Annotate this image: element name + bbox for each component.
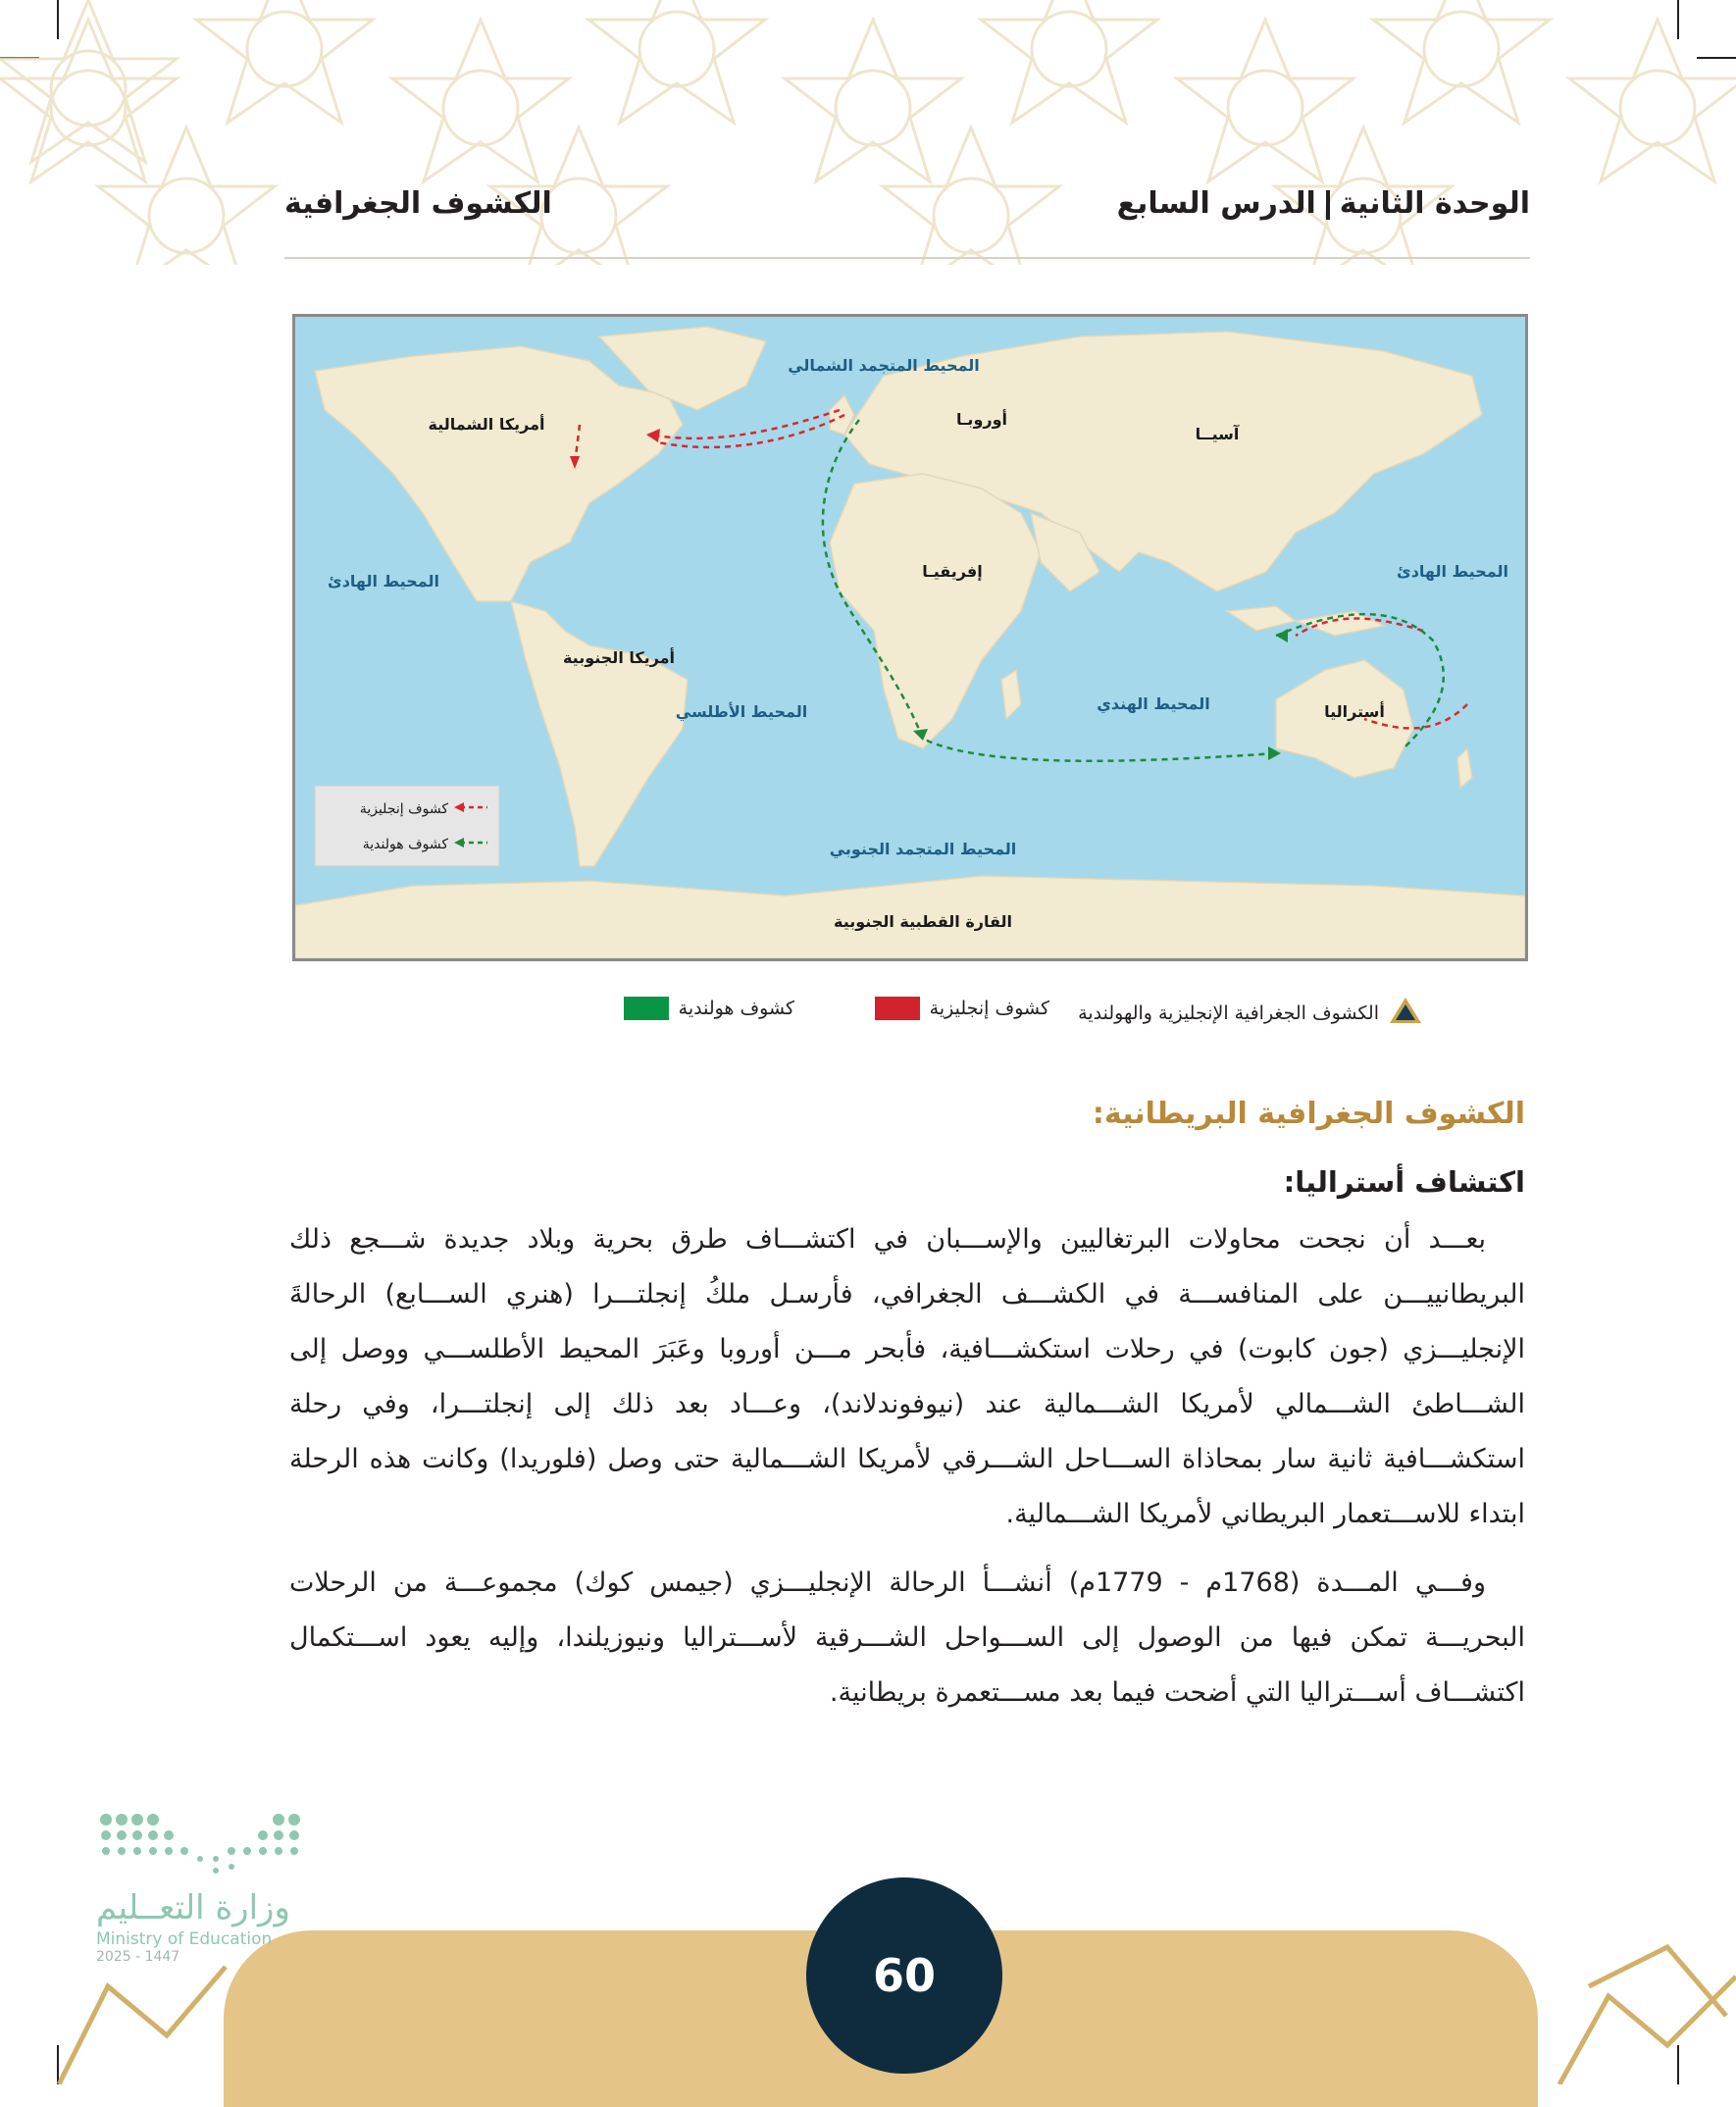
english-route-cabot-2 bbox=[658, 415, 844, 447]
caption-dutch-label: كشوف هولندية bbox=[678, 998, 794, 1019]
label-pacific-west: المحيط الهادئ bbox=[328, 572, 439, 591]
edition-year: 2025 - 1447 bbox=[96, 1949, 180, 1965]
label-arctic-ocean: المحيط المتجمد الشمالي bbox=[788, 356, 980, 375]
unit-label: الوحدة الثانية bbox=[1339, 186, 1530, 221]
triangle-icon bbox=[1389, 997, 1422, 1029]
legend-dutch-label: كشوف هولندية bbox=[362, 837, 448, 852]
label-asia: آسيــا bbox=[1195, 425, 1240, 443]
route-arrow bbox=[1276, 629, 1288, 642]
label-australia: أستراليا bbox=[1324, 702, 1385, 721]
caption-dutch-key bbox=[624, 997, 794, 1020]
ministry-name-ar: وزارة التعــليم bbox=[96, 1888, 290, 1927]
paragraph-2: وفـــي المـــدة (1768م - 1779م) أنشـــأ الرحالة الإنجليـــزي (جيمس كوك) مجموعـــة من الرحلات البحريـــة تمكن فيها من الوصول إلى الســـواحل الشـــرقية لأســـتراليا ونيوزيلندا، وإليه يعود اســـتكمال اكتشـــاف أســـتراليا التي أضحت فيما بعد مســـتعمرة بريطانية. bbox=[289, 1567, 1525, 1708]
ministry-dots-icon bbox=[96, 1810, 312, 1878]
label-indian: المحيط الهندي bbox=[1097, 694, 1210, 713]
legend-english-label: كشوف إنجليزية bbox=[359, 801, 448, 817]
label-antarctica: القارة القطبية الجنوبية bbox=[834, 912, 1012, 931]
ministry-name-en: Ministry of Education bbox=[96, 1929, 273, 1949]
header-rule bbox=[284, 257, 1530, 259]
subsection-title: اكتشاف أستراليا: bbox=[1283, 1165, 1525, 1199]
unit-lesson-label bbox=[1117, 186, 1530, 221]
label-south-america: أمريكا الجنوبية bbox=[562, 648, 676, 667]
lesson-label: الدرس السابع bbox=[1116, 186, 1316, 221]
header-divider bbox=[1326, 190, 1330, 220]
figure-caption bbox=[549, 993, 1422, 1032]
caption-title: الكشوف الجغرافية الإنجليزية والهولندية bbox=[1078, 1002, 1379, 1024]
label-north-america: أمريكا الشمالية bbox=[428, 415, 545, 434]
running-header bbox=[284, 186, 1530, 235]
topic-label: الكشوف الجغرافية bbox=[284, 186, 552, 221]
ministry-logo bbox=[96, 1810, 322, 1965]
caption-english-key bbox=[875, 997, 1049, 1020]
english-color-swatch bbox=[875, 997, 920, 1020]
world-map bbox=[292, 314, 1528, 961]
dutch-color-swatch bbox=[624, 997, 669, 1020]
label-europe: أوروبـا bbox=[955, 410, 1008, 429]
caption-english-label: كشوف إنجليزية bbox=[929, 998, 1049, 1019]
section-title: الكشوف الجغرافية البريطانية: bbox=[1092, 1097, 1525, 1131]
label-southern-ocean: المحيط المتجمد الجنوبي bbox=[829, 840, 1017, 858]
label-africa: إفريقيـا bbox=[922, 562, 983, 581]
page-number: 60 bbox=[806, 1877, 1002, 2074]
paragraph-1: بعـــد أن نجحت محاولات البرتغاليين والإســـبان في اكتشـــاف طرق بحرية وبلاد جديدة شـــجع ذلك البريطانييـــن على المنافســـة في الكشـــف الجغرافي، فأرسـل ملكُ إنجلتـــرا (هنري الســـابع) الرحالةَ الإنجليـــزي (جون كابوت) في رحلات استكشـــافية، فأبحر مـــن أوروبا وعَبَرَ المحيط الأطلســـي ووصل إلى الشـــاطئ الشـــمالي لأمريكا الشـــمالية عند (نيوفوندلاند)، وعـــاد بعد ذلك إلى إنجلتـــرا، وفي رحلة استكشـــافية ثانية سار بمحاذاة الســـاحل الشـــرقي لأمريكا الشـــمالية حتى وصل (فلوريدا) وكانت هذه الرحلة ابتداء للاســـتعمار البريطاني لأمريكا الشـــمالية. bbox=[289, 1224, 1525, 1529]
caption-title-group bbox=[1078, 997, 1422, 1029]
map-legend bbox=[315, 786, 499, 866]
label-pacific-east: المحيط الهادئ bbox=[1397, 562, 1508, 581]
label-atlantic: المحيط الأطلسي bbox=[675, 702, 808, 721]
